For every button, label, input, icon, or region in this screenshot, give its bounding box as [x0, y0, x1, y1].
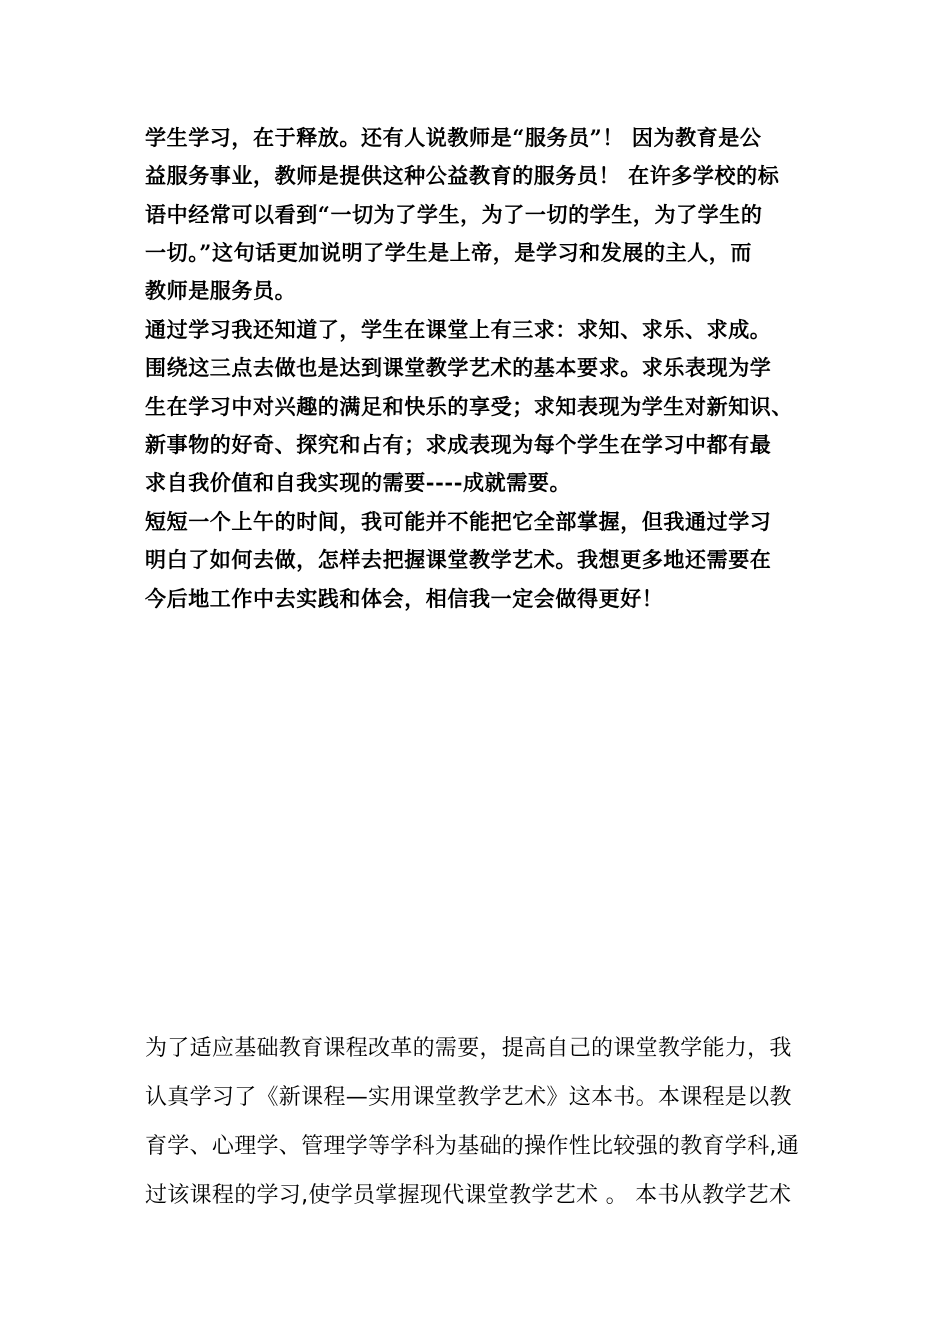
- text-line: 通过学习我还知道了，学生在课堂上有三求：求知、求乐、求成。: [145, 317, 772, 342]
- text-line: 生在学习中对兴趣的满足和快乐的享受；求知表现为学生对新知识、: [145, 394, 793, 419]
- text-line: 认真学习了《新课程—实用课堂教学艺术》这本书。本课程是以教: [145, 1085, 792, 1110]
- text-line: 学生学习，在于释放。还有人说教师是“服务员”！ 因为教育是公: [145, 125, 762, 150]
- text-line: 短短一个上午的时间，我可能并不能把它全部掌握，但我通过学习: [145, 509, 772, 534]
- text-line: 育学、心理学、管理学等学科为基础的操作性比较强的教育学科,通: [145, 1134, 799, 1159]
- text-line: 今后地工作中去实践和体会，相信我一定会做得更好！: [145, 586, 664, 611]
- text-line: 益服务事业，教师是提供这种公益教育的服务员！ 在许多学校的标: [145, 163, 780, 188]
- text-line: 教师是服务员。: [145, 278, 297, 303]
- text-line: 语中经常可以看到“一切为了学生，为了一切的学生，为了学生的: [145, 202, 763, 227]
- text-line: 明白了如何去做，怎样去把握课堂教学艺术。我想更多地还需要在: [145, 547, 772, 572]
- text-line: 围绕这三点去做也是达到课堂教学艺术的基本要求。求乐表现为学: [145, 355, 772, 380]
- text-line: 一切。”这句话更加说明了学生是上帝，是学习和发展的主人，而: [145, 240, 752, 265]
- text-line: 求自我价值和自我实现的需要----成就需要。: [145, 470, 572, 495]
- text-line: 新事物的好奇、探究和占有；求成表现为每个学生在学习中都有最: [145, 432, 772, 457]
- text-line: 过该课程的学习,使学员掌握现代课堂教学艺术 。 本书从教学艺术: [145, 1183, 792, 1208]
- text-line: 为了适应基础教育课程改革的需要，提高自己的课堂教学能力，我: [145, 1036, 792, 1061]
